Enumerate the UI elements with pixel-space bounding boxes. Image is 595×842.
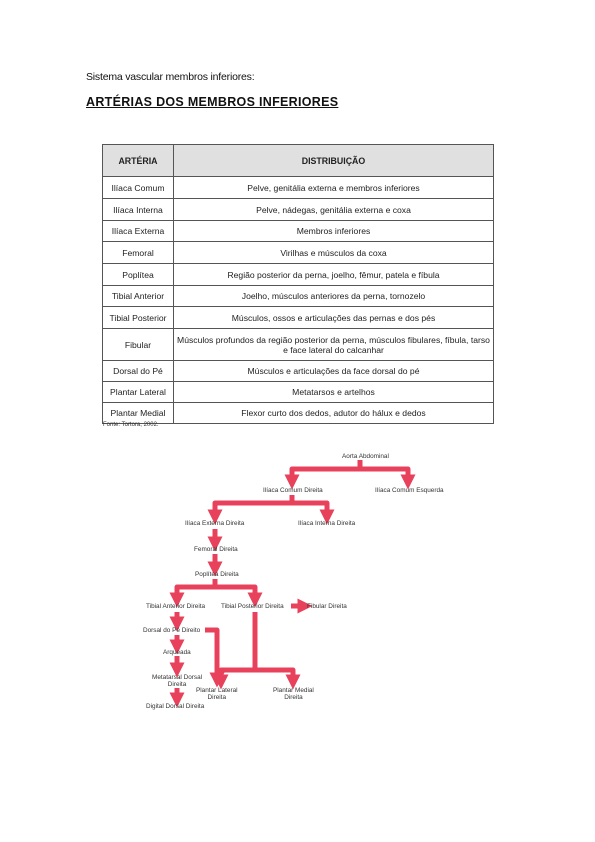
source-note: Fonte: Tortora, 2002. (103, 422, 159, 428)
artery-cell: Tibial Posterior (103, 307, 174, 329)
table-row (103, 382, 494, 403)
distribution-cell: Membros inferiores (174, 221, 494, 242)
table-row (103, 199, 494, 221)
arrow-aorta-to-iliaca-comum-direita (292, 460, 360, 482)
node-tibial-posterior-direita: Tibial Posterior Direita (221, 603, 284, 610)
section-title: ARTÉRIAS DOS MEMBROS INFERIORES (86, 95, 339, 109)
distribution-cell: Metatarsos e artelhos (174, 382, 494, 403)
distribution-cell: Joelho, músculos anteriores da perna, tornozelo (174, 286, 494, 307)
node-metatarsal-dorsal-direita (152, 674, 202, 688)
table-row (103, 242, 494, 264)
node-plantar-medial-line-1: Plantar Medial (273, 687, 314, 694)
node-fibular-direita: Fibular Direita (307, 603, 347, 610)
node-digital-dorsal-direita: Digital Dorsal Direita (146, 703, 205, 710)
arrow-poplitea-to-tibial-posterior (215, 587, 255, 600)
arrow-poplitea-to-tibial-anterior (177, 579, 215, 600)
distribution-cell: Pelve, nádegas, genitália externa e coxa (174, 199, 494, 221)
table-row (103, 286, 494, 307)
table-row (103, 361, 494, 382)
distribution-cell: Músculos, ossos e articulações das pernas e dos pés (174, 307, 494, 329)
arrow-aorta-to-iliaca-comum-esquerda (360, 469, 408, 482)
artery-cell: Ilíaca Interna (103, 199, 174, 221)
node-tibial-anterior-direita: Tibial Anterior Direita (146, 603, 206, 610)
artery-cell: Ilíaca Comum (103, 177, 174, 199)
node-femoral-direita: Femoral Direita (194, 546, 238, 553)
node-iliaca-externa-direita: Ilíaca Externa Direita (185, 520, 245, 527)
node-plantar-lateral-line-2: Direita (207, 694, 227, 701)
column-header-artery: ARTÉRIA (103, 145, 174, 177)
distribution-cell: Flexor curto dos dedos, adutor do hálux e dedos (174, 403, 494, 424)
arrow-to-plantar-medial (255, 670, 293, 682)
node-poplitea-direita: Poplítea Direita (195, 571, 239, 578)
artery-cell: Ilíaca Externa (103, 221, 174, 242)
artery-flow-diagram (135, 442, 453, 712)
table-row (103, 177, 494, 199)
node-plantar-medial-line-2: Direita (284, 694, 303, 701)
node-iliaca-interna-direita: Ilíaca Interna Direita (298, 520, 356, 527)
arrow-dorsal-to-plantar-lateral (205, 630, 217, 680)
artery-cell: Poplítea (103, 264, 174, 286)
node-metatarsal-line-2: Direita (167, 681, 187, 688)
table-row (103, 403, 494, 424)
node-plantar-lateral-line-1: Plantar Lateral (196, 687, 238, 694)
artery-cell: Plantar Lateral (103, 382, 174, 403)
node-iliaca-comum-direita: Ilíaca Comum Direita (263, 487, 323, 494)
node-arqueada: Arqueada (163, 649, 191, 656)
intro-line: Sistema vascular membros inferiores: (86, 71, 255, 83)
distribution-cell: Pelve, genitália externa e membros inferiores (174, 177, 494, 199)
artery-cell: Tibial Anterior (103, 286, 174, 307)
node-plantar-lateral-direita (196, 687, 238, 701)
artery-cell: Dorsal do Pé (103, 361, 174, 382)
distribution-cell: Músculos profundos da região posterior da perna, músculos fibulares, fíbula, tarso e face lateral do calcanhar (174, 329, 494, 361)
arrow-iliaca-comum-to-interna (292, 503, 327, 517)
artery-cell: Plantar Medial (103, 403, 174, 424)
node-dorsal-do-pe-direito: Dorsal do Pé Direito (143, 627, 201, 634)
table-row (103, 264, 494, 286)
table-row (103, 307, 494, 329)
table-row (103, 329, 494, 361)
node-metatarsal-line-1: Metatarsal Dorsal (152, 674, 203, 681)
table-header-row (103, 145, 494, 177)
column-header-distribution: DISTRIBUIÇÃO (174, 145, 494, 177)
table-row (103, 221, 494, 242)
artery-cell: Fibular (103, 329, 174, 361)
arteries-table (102, 144, 494, 424)
node-plantar-medial-direita (273, 687, 314, 701)
arrow-iliaca-comum-to-externa (215, 495, 292, 517)
distribution-cell: Virilhas e músculos da coxa (174, 242, 494, 264)
diagram-arrows (135, 442, 453, 712)
artery-cell: Femoral (103, 242, 174, 264)
distribution-cell: Região posterior da perna, joelho, fêmur, patela e fíbula (174, 264, 494, 286)
arrow-to-plantar-lateral (221, 670, 255, 682)
node-aorta-abdominal: Aorta Abdominal (342, 453, 389, 460)
node-iliaca-comum-esquerda: Ilíaca Comum Esquerda (375, 487, 444, 494)
distribution-cell: Músculos e articulações da face dorsal do pé (174, 361, 494, 382)
